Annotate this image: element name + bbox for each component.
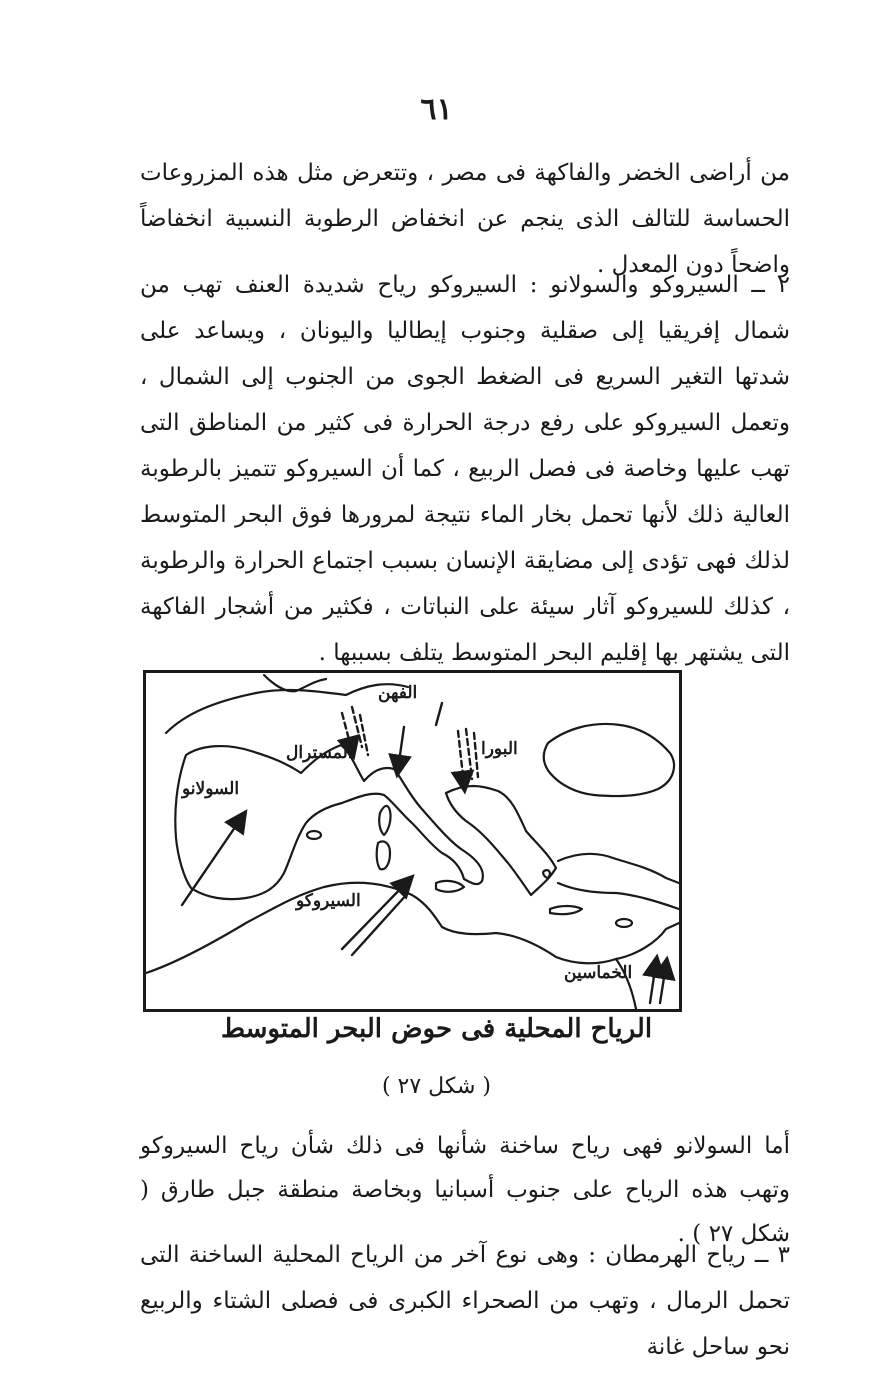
label-sirocco: السيروكو (296, 891, 361, 911)
khamsin-arrow-1 (650, 963, 656, 1003)
balearic-island (307, 831, 321, 839)
mistral-arrow-3 (360, 715, 368, 755)
label-solano: السولانو (182, 779, 240, 799)
paragraph-3-text: أما السولانو فهى رياح ساخنة شأنها فى ذلك شأن رياح السيروكو وتهب هذه الرياح على جنوب أسبانيا وبخاصة منطقة جبل طارق ( شكل ٢٧ ) . (140, 1133, 790, 1247)
aegean-islands (543, 870, 550, 878)
anatolia-coast (558, 854, 679, 883)
solano-arrow (182, 817, 242, 905)
figure-reference: ( شكل ٢٧ ) (381, 1074, 492, 1099)
foehn-arrow-2 (436, 703, 442, 725)
bora-arrow-1 (458, 731, 464, 785)
africa-coast (146, 883, 679, 973)
corsica-island (379, 806, 390, 835)
north-coast-2 (264, 675, 326, 691)
label-bora: البورا (481, 739, 518, 759)
sardinia-island (377, 841, 390, 869)
cyprus-island (616, 919, 632, 927)
foehn-arrow (398, 727, 404, 769)
label-khamsin: الخماسين (564, 963, 633, 983)
paragraph-4 (140, 1232, 790, 1370)
sicily-island (436, 881, 464, 892)
anatolia-south (558, 883, 679, 909)
paragraph-1-text: من أراضى الخضر والفاكهة فى مصر ، وتتعرض مثل هذه المزروعات الحساسة للتالف الذى ينجم عن انخفاض الرطوبة النسبية انخفاضاً واضحاً دون المعدل . (140, 160, 790, 278)
bora-arrow-2 (466, 729, 472, 779)
paragraph-2 (140, 262, 790, 676)
black-sea (544, 724, 674, 796)
page-number: ٦١ (420, 92, 453, 127)
mistral-arrow-2 (352, 707, 362, 747)
khamsin-arrow-2 (660, 965, 666, 1003)
figure-caption: الرياح المحلية فى حوض البحر المتوسط (220, 1014, 653, 1044)
crete-island (550, 906, 582, 914)
iberia-coast (175, 745, 483, 899)
mediterranean-winds-map (143, 670, 682, 1012)
label-mistral: المسترال (286, 743, 353, 763)
paragraph-2-text: ٢ ــ السيروكو والسولانو : السيروكو رياح شديدة العنف تهب من شمال إفريقيا إلى صقلية وجنوب إيطاليا واليونان ، ويساعد على شدتها التغير السريع فى الضغط الجوى من الجنوب إلى الشمال ، وتعمل السيروكو على رفع درجة الحرارة فى كثير من المناطق التى تهب عليها وخاصة فى فصل الربيع ، كما أن السيروكو تتميز بالرطوبة العالية ذلك لأنها تحمل بخار الماء نتيجة لمرورها فوق البحر المتوسط لذلك فهى تؤدى إلى مضايقة الإنسان بسبب اجتماع الحرارة والرطوبة ، كذلك للسيروكو آثار سيئة على النباتات ، فكثير من أشجار الفاكهة التى يشتهر بها إقليم البحر المتوسط يتلف بسببها . (140, 272, 790, 666)
balkans-coast (446, 786, 556, 895)
bora-arrow-3 (474, 733, 478, 777)
label-foehn: الفهن (378, 683, 418, 703)
map-drawing (146, 673, 679, 1009)
paragraph-4-text: ٣ ــ رياح الهرمطان : وهى نوع آخر من الرياح المحلية الساخنة التى تحمل الرمال ، وتهب من الصحراء الكبرى فى فصلى الشتاء والربيع نحو ساحل غانة (140, 1242, 790, 1360)
